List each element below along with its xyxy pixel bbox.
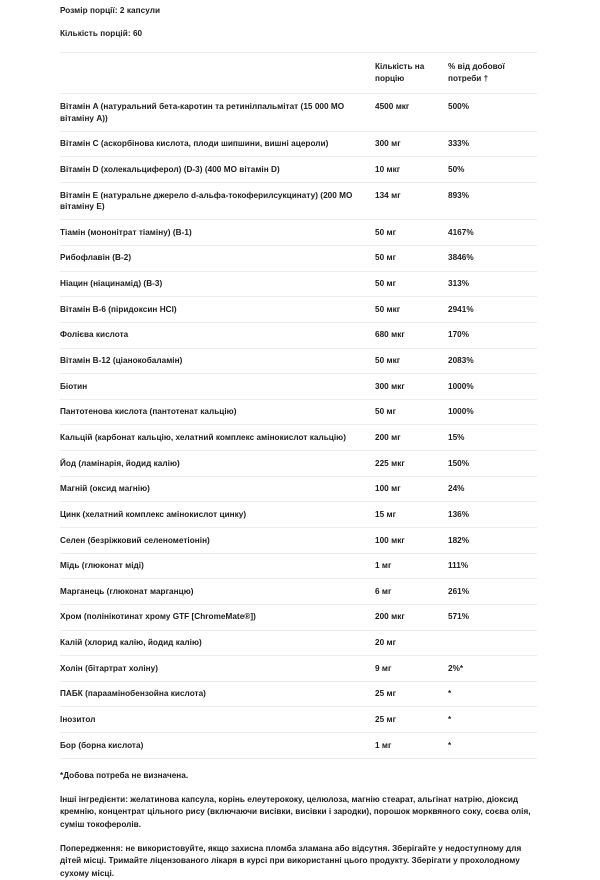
nutrient-amount: 50 мг	[375, 271, 448, 297]
nutrient-amount: 300 мг	[375, 131, 448, 157]
column-header-nutrient	[60, 52, 375, 94]
nutrient-name: Біотин	[60, 374, 375, 400]
nutrient-name: Вітамін C (аскорбінова кислота, плоди шипшини, вишні ацероли)	[60, 131, 375, 157]
nutrient-daily-value: 4167%	[448, 220, 537, 246]
nutrient-amount: 50 мг	[375, 220, 448, 246]
nutrient-name: ПАБК (параамінобензойна кислота)	[60, 681, 375, 707]
nutrient-name: Рибофлавін (B-2)	[60, 245, 375, 271]
serving-info	[60, 0, 537, 39]
supplement-facts-panel	[60, 0, 537, 880]
nutrient-daily-value: 1000%	[448, 399, 537, 425]
table-row	[60, 656, 537, 682]
nutrient-amount: 4500 мкг	[375, 94, 448, 131]
nutrient-name: Вітамін A (натуральний бета-каротин та ретинілпальмітат (15 000 МО вітаміну A))	[60, 94, 375, 131]
footnote-daily-value-note: *Добова потреба не визначена.	[60, 770, 189, 780]
nutrient-name: Марганець (глюконат марганцю)	[60, 579, 375, 605]
table-row	[60, 604, 537, 630]
nutrient-name: Йод (ламінарія, йодид калію)	[60, 451, 375, 477]
nutrient-amount: 50 мкг	[375, 348, 448, 374]
nutrient-amount: 100 мкг	[375, 528, 448, 554]
nutrient-daily-value: 136%	[448, 502, 537, 528]
nutrient-daily-value: 111%	[448, 553, 537, 579]
nutrient-amount: 50 мг	[375, 399, 448, 425]
table-row	[60, 374, 537, 400]
nutrient-name: Вітамін E (натуральне джерело d-альфа-токоферилсукцинату) (200 МО вітаміну E)	[60, 183, 375, 220]
table-row	[60, 733, 537, 759]
nutrient-daily-value: 24%	[448, 476, 537, 502]
table-row	[60, 707, 537, 733]
table-header-row	[60, 52, 537, 94]
nutrient-amount: 1 мг	[375, 733, 448, 759]
nutrient-amount: 6 мг	[375, 579, 448, 605]
nutrient-amount: 100 мг	[375, 476, 448, 502]
nutrient-daily-value: 313%	[448, 271, 537, 297]
nutrient-amount: 200 мкг	[375, 604, 448, 630]
table-row	[60, 425, 537, 451]
footnote-warning: Попередження: не використовуйте, якщо захисна пломба зламана або відсутня. Зберігайте у недоступному для дітей місці. Тримайте ліцензованого лікаря в курсі при використанні цього продукту. Зберігати у прохолодному сухому місці.	[60, 843, 522, 878]
table-row	[60, 183, 537, 220]
nutrient-amount: 300 мкг	[375, 374, 448, 400]
nutrient-name: Інозитол	[60, 707, 375, 733]
nutrient-name: Цинк (хелатний комплекс амінокислот цинку)	[60, 502, 375, 528]
table-row	[60, 476, 537, 502]
nutrient-name: Бор (борна кислота)	[60, 733, 375, 759]
nutrient-amount: 25 мг	[375, 707, 448, 733]
nutrient-daily-value: 261%	[448, 579, 537, 605]
nutrient-daily-value: *	[448, 733, 537, 759]
nutrient-amount: 1 мг	[375, 553, 448, 579]
supplement-facts-table	[60, 52, 537, 759]
table-header	[60, 52, 537, 94]
table-row	[60, 220, 537, 246]
table-row	[60, 451, 537, 477]
table-row	[60, 245, 537, 271]
table-row	[60, 399, 537, 425]
table-row	[60, 630, 537, 656]
table-row	[60, 528, 537, 554]
nutrient-name: Кальцій (карбонат кальцію, хелатний комплекс амінокислот кальцію)	[60, 425, 375, 451]
serving-size-line: Розмір порції: 2 капсули	[60, 6, 161, 15]
nutrient-amount: 20 мг	[375, 630, 448, 656]
nutrient-amount: 10 мкг	[375, 157, 448, 183]
nutrient-amount: 200 мг	[375, 425, 448, 451]
nutrient-name: Селен (безріжковий селенометіонін)	[60, 528, 375, 554]
nutrient-daily-value: 150%	[448, 451, 537, 477]
nutrient-amount: 50 мкг	[375, 297, 448, 323]
nutrient-daily-value: 571%	[448, 604, 537, 630]
nutrient-daily-value	[448, 630, 537, 656]
column-header-amount-per-serving: Кількість на порцію	[375, 52, 448, 94]
nutrient-name: Хром (полінікотинат хрому GTF [ChromeMate®])	[60, 604, 375, 630]
servings-per-container-line: Кількість порцій: 60	[60, 28, 143, 38]
table-row	[60, 157, 537, 183]
nutrient-name: Магній (оксид магнію)	[60, 476, 375, 502]
nutrient-amount: 9 мг	[375, 656, 448, 682]
nutrient-daily-value: 2941%	[448, 297, 537, 323]
nutrient-amount: 50 мг	[375, 245, 448, 271]
nutrient-daily-value: 893%	[448, 183, 537, 220]
nutrient-amount: 680 мкг	[375, 322, 448, 348]
nutrient-daily-value: 500%	[448, 94, 537, 131]
nutrient-daily-value: 15%	[448, 425, 537, 451]
table-row	[60, 579, 537, 605]
nutrient-amount: 15 мг	[375, 502, 448, 528]
table-row	[60, 348, 537, 374]
nutrient-daily-value: 50%	[448, 157, 537, 183]
nutrient-name: Фолієва кислота	[60, 322, 375, 348]
nutrient-name: Холін (бітартрат холіну)	[60, 656, 375, 682]
nutrient-daily-value: 1000%	[448, 374, 537, 400]
table-row	[60, 502, 537, 528]
nutrient-daily-value: 333%	[448, 131, 537, 157]
nutrient-name: Вітамін D (холекальциферол) (D-3) (400 МО вітамін D)	[60, 157, 375, 183]
nutrient-name: Вітамін B-6 (піридоксин HCl)	[60, 297, 375, 323]
table-row	[60, 297, 537, 323]
table-row	[60, 271, 537, 297]
footnotes	[60, 770, 537, 880]
nutrient-name: Мідь (глюконат міді)	[60, 553, 375, 579]
table-row	[60, 553, 537, 579]
nutrient-name: Тіамін (мононітрат тіаміну) (B-1)	[60, 220, 375, 246]
column-header-daily-value: % від добової потреби †	[448, 52, 537, 94]
nutrient-daily-value: 182%	[448, 528, 537, 554]
table-row	[60, 94, 537, 131]
nutrient-name: Ніацин (ніацинамід) (B-3)	[60, 271, 375, 297]
nutrient-amount: 134 мг	[375, 183, 448, 220]
nutrient-daily-value: 2%*	[448, 656, 537, 682]
table-row	[60, 322, 537, 348]
nutrient-daily-value: 170%	[448, 322, 537, 348]
table-row	[60, 131, 537, 157]
nutrient-amount: 225 мкг	[375, 451, 448, 477]
nutrient-daily-value: *	[448, 681, 537, 707]
footnote-other-ingredients: Інші інгредієнти: желатинова капсула, корінь елеутерококу, целюлоза, магнію стеарат, альгінат натрію, діоксид кремнію, концентрат цільного рису (включаючи висівки, висівки і зародки), порошок морквяного соку, соєва олія, суміш токоферолів.	[60, 795, 531, 829]
table-row	[60, 681, 537, 707]
nutrient-amount: 25 мг	[375, 681, 448, 707]
nutrient-name: Пантотенова кислота (пантотенат кальцію)	[60, 399, 375, 425]
nutrient-daily-value: 3846%	[448, 245, 537, 271]
nutrient-name: Вітамін B-12 (ціанокобаламін)	[60, 348, 375, 374]
nutrient-name: Калій (хлорид калію, йодид калію)	[60, 630, 375, 656]
nutrient-daily-value: *	[448, 707, 537, 733]
nutrient-daily-value: 2083%	[448, 348, 537, 374]
table-body	[60, 94, 537, 758]
